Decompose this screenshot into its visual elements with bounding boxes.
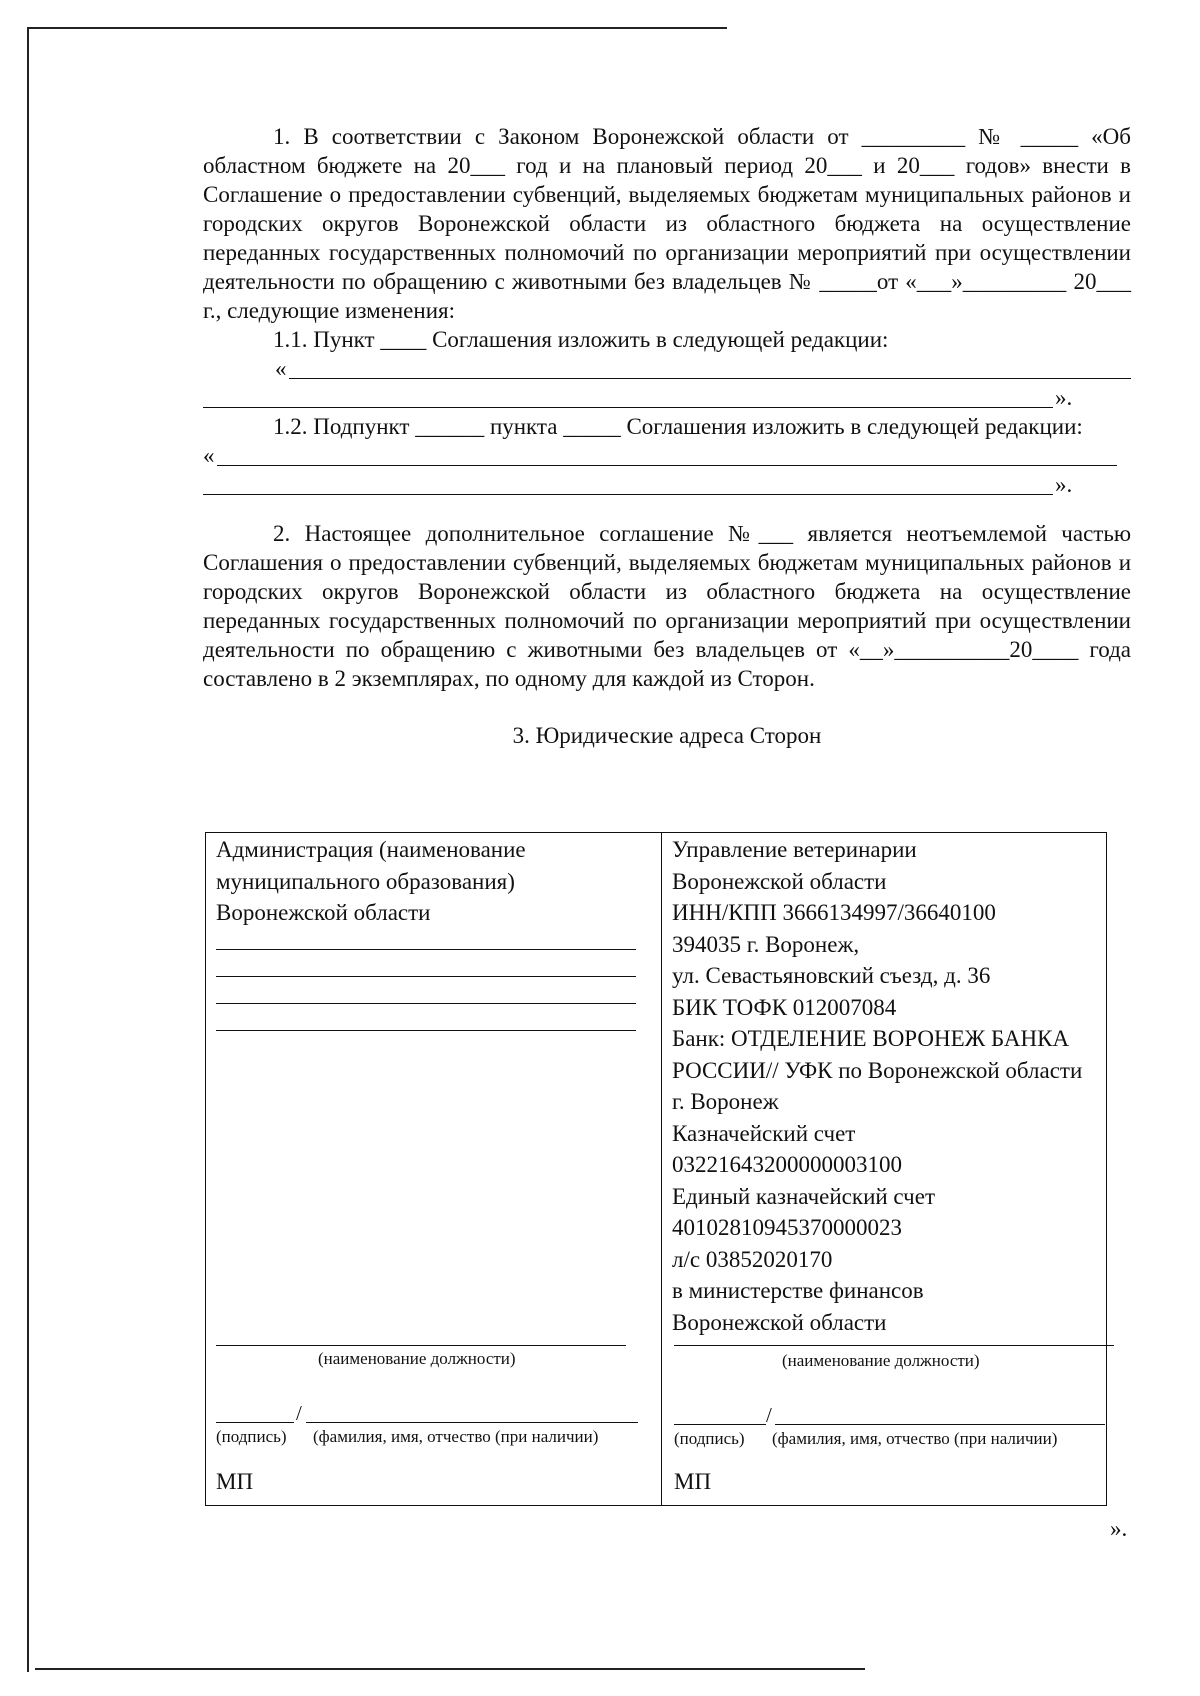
address-line: Воронежской области: [672, 1309, 887, 1335]
address-line: РОССИИ// УФК по Воронежской области: [672, 1057, 1083, 1083]
clause-1-1-blank-row1: [203, 354, 1131, 383]
address-line: 40102810945370000023: [672, 1215, 902, 1240]
name-caption: (фамилия, имя, отчество (при наличии): [772, 1429, 1058, 1448]
address-line: ул. Севастьяновский съезд, д. 36: [672, 963, 991, 988]
signature-rule: [216, 1422, 294, 1423]
address-line: Воронежской области: [216, 900, 431, 925]
clause-1-2-blank-row1: [203, 441, 1131, 470]
address-line: в министерстве финансов: [672, 1278, 924, 1303]
open-quote: «: [203, 443, 215, 468]
blank-line: [203, 494, 1053, 495]
address-line: г. Воронеж: [672, 1089, 779, 1114]
slash: /: [296, 1401, 302, 1425]
address-line: Казначейский счет: [672, 1120, 856, 1146]
page-frame-left: [27, 27, 29, 1672]
stamp-label: МП: [674, 1469, 712, 1494]
close-quote: ».: [1055, 385, 1073, 410]
blank-line: [203, 407, 1053, 408]
name-caption: (фамилия, имя, отчество (при наличии): [313, 1427, 599, 1446]
address-line: Воронежской области: [672, 868, 887, 894]
closing-quote: ».: [1110, 1516, 1128, 1541]
party-right-address: [662, 833, 1106, 1337]
position-rule: [216, 1345, 626, 1346]
page-frame-top: [27, 27, 727, 29]
clause-3-heading: 3. Юридические адреса Сторон: [512, 723, 822, 748]
clause-1-1: 1.1. Пункт ____ Соглашения изложить в следующей редакции:: [273, 327, 889, 352]
blank-line: [289, 378, 1131, 379]
blank-line: [216, 976, 636, 977]
position-caption: (наименование должности): [782, 1351, 980, 1370]
position-rule: [674, 1345, 1114, 1346]
address-line: Администрация (наименование: [216, 837, 526, 862]
blank-line: [217, 465, 1117, 466]
address-line: Управление ветеринарии: [672, 837, 917, 862]
parties-table: [205, 832, 1107, 1506]
address-line: Единый казначейский счет: [672, 1183, 936, 1209]
clause-1-text: 1. В соответствии с Законом Воронежской области от _________ № _____ «Об областном бюджете на 20___ год и на плановый период 20___ и 20___ годов» внести в Соглашение о предоставлении субвенций, выделяемых бюджетам муниципальных районов и городских округов Воронежской области из областного бюджета на осуществление переданных государственных полномочий по организации мероприятий при осуществлении деятельности по обращению с животными без владельцев № _____от «___»_________ 20___ г., следующие изменения:: [203, 124, 1131, 323]
party-right: [662, 833, 1106, 1505]
name-rule: [775, 1424, 1105, 1425]
signature-caption: (подпись): [674, 1429, 745, 1448]
address-line: Банк: ОТДЕЛЕНИЕ ВОРОНЕЖ БАНКА: [672, 1026, 1070, 1051]
signature-rule: [674, 1424, 766, 1425]
blank-line: [216, 1030, 636, 1031]
clause-1-2: 1.2. Подпункт ______ пункта _____ Соглашения изложить в следующей редакции:: [273, 414, 1083, 439]
address-line: муниципального образования): [216, 868, 515, 894]
clause-1-2-blank-row2: [203, 470, 1131, 499]
blank-line: [216, 949, 636, 950]
stamp-label: МП: [216, 1469, 254, 1494]
party-left-address: [206, 833, 661, 928]
slash: /: [766, 1403, 772, 1427]
blank-line: [216, 1003, 636, 1004]
page-frame-bottom: [35, 1668, 865, 1670]
address-line: ИНН/КПП 3666134997/36640100: [672, 900, 996, 925]
address-line: БИК ТОФК 012007084: [672, 994, 897, 1020]
open-quote: «: [275, 356, 287, 381]
clause-1-1-blank-row2: [203, 383, 1131, 412]
document-body: [203, 122, 1131, 749]
signature-caption: (подпись): [216, 1427, 287, 1446]
address-line: 394035 г. Воронеж,: [672, 931, 860, 957]
clause-2-text: 2. Настоящее дополнительное соглашение №___ является неотъемлемой частью Соглашения о предоставлении субвенций, выделяемых бюджетам муниципальных районов и городских округов Воронежской области из областного бюджета на осуществление переданных государственных полномочий по организации мероприятий при осуществлении деятельности по обращению с животными без владельцев от «__»__________20____ года составлено в 2 экземплярах, по одному для каждой из Сторон.: [203, 521, 1131, 691]
party-left: [206, 833, 662, 1505]
address-line: л/с 03852020170: [672, 1246, 833, 1272]
close-quote: ».: [1055, 472, 1073, 497]
name-rule: [306, 1422, 638, 1423]
address-line: 03221643200000003100: [672, 1152, 902, 1177]
position-caption: (наименование должности): [318, 1349, 516, 1368]
